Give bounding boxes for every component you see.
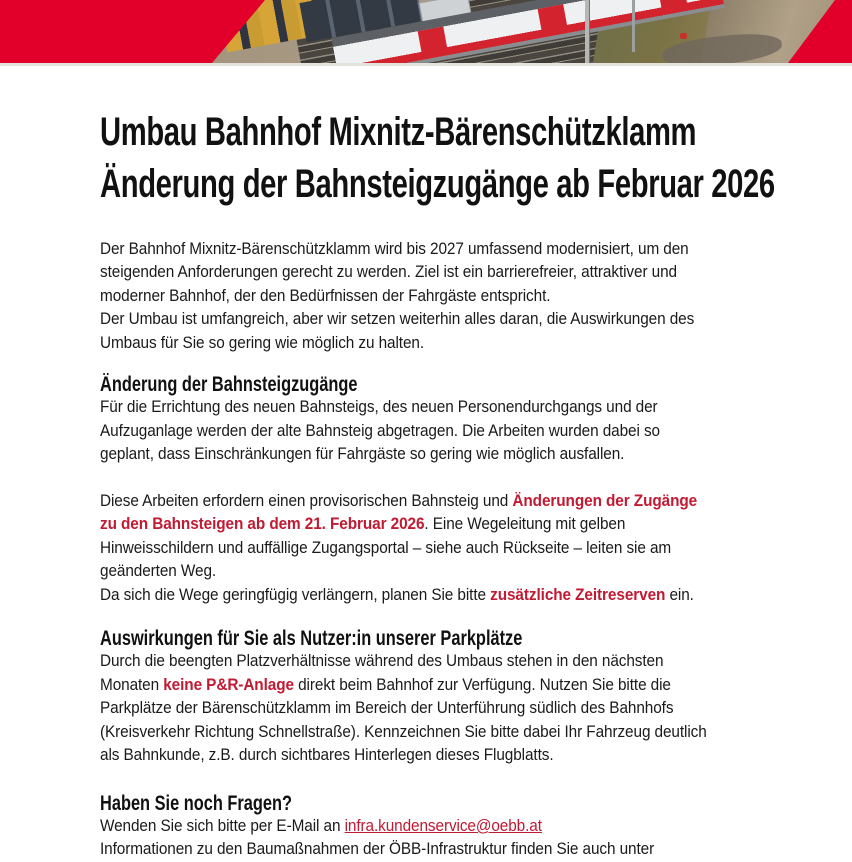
- text-segment: steigenden Anforderungen gerecht zu werden. Ziel ist ein barrierefreier, attraktiver und: [100, 263, 677, 282]
- text-segment: geänderten Weg.: [100, 562, 217, 581]
- text-segment: als Bahnkunde, z.B. durch sichtbares Hinterlegen dieses Flugblatts.: [100, 746, 554, 765]
- flyer-body: [0, 106, 852, 862]
- emphasis-text: zusätzliche Zeitreserven: [490, 585, 666, 604]
- text-line: [100, 420, 799, 443]
- text-segment: Diese Arbeiten erfordern einen provisorischen Bahnsteig und: [100, 492, 513, 511]
- text-segment: Für die Errichtung des neuen Bahnsteigs, des neuen Personendurchgangs und der: [100, 398, 658, 417]
- page-title-line2: Änderung der Bahnsteigzugänge ab Februar 2026: [100, 162, 775, 206]
- emphasis-text: zu den Bahnsteigen ab dem 21. Februar 2026: [100, 515, 425, 534]
- text-segment: geplant, dass Einschränkungen für Fahrgäste so gering wie möglich ausfallen.: [100, 445, 625, 464]
- text-line: [100, 285, 799, 308]
- text-segment: (Kreisverkehr Richtung Schnellstraße). Kennzeichnen Sie bitte dabei Ihr Fahrzeug deutlich: [100, 722, 707, 741]
- text-line: [100, 650, 799, 673]
- text-line: [100, 815, 799, 838]
- text-segment: Parkplätze der Bärenschützklamm im Bereich der Unterführung südlich des Bahnhofs: [100, 699, 674, 718]
- text-line: [100, 396, 799, 419]
- text-line: [100, 744, 799, 767]
- section-questions: [100, 792, 852, 862]
- train-door-graphic: [658, 0, 688, 8]
- section-intro: [100, 238, 852, 355]
- text-segment: Informationen zu den Baumaßnahmen der ÖBB-Infrastruktur finden Sie auch unter: [100, 840, 655, 859]
- section-heading-platform-access: Änderung der Bahnsteigzugänge: [100, 373, 358, 397]
- section-text-questions: [100, 815, 852, 862]
- text-line: [100, 332, 799, 355]
- email-link[interactable]: infra.kundenservice@oebb.at: [344, 816, 542, 835]
- section-heading-parking: Auswirkungen für Sie als Nutzer:in unserer Parkplätze: [100, 627, 523, 651]
- section-text-parking: [100, 650, 852, 767]
- worker-red-dot-graphic: [680, 33, 687, 39]
- catenary-mast-graphic: [585, 0, 589, 63]
- text-line: [100, 261, 799, 284]
- text-segment: direkt beim Bahnhof zur Verfügung. Nutzen Sie bitte die: [293, 675, 671, 694]
- text-line: [100, 238, 799, 261]
- page-title: [100, 106, 852, 210]
- text-line: [100, 584, 799, 607]
- train-door-graphic: [418, 27, 448, 53]
- text-segment: Durch die beengten Platzverhältnisse während des Umbaus stehen in den nächsten: [100, 652, 664, 671]
- page-title-line1: Umbau Bahnhof Mixnitz-Bärenschützklamm: [100, 110, 697, 154]
- section-text-platform-access: [100, 396, 852, 607]
- text-line: [100, 838, 799, 861]
- section-platform-access: [100, 373, 852, 607]
- text-line: [100, 490, 799, 513]
- text-segment: ein.: [665, 585, 694, 604]
- text-line: [100, 560, 799, 583]
- text-line: [100, 721, 799, 744]
- text-segment: Hinweisschildern und auffällige Zugangsportal – siehe auch Rückseite – leiten sie am: [100, 538, 672, 557]
- text-segment: Der Umbau ist umfangreich, aber wir setzen weiterhin alles daran, die Auswirkungen des: [100, 310, 695, 329]
- header-photo-banner: [0, 0, 852, 66]
- train-door-graphic: [538, 4, 568, 30]
- text-segment: Da sich die Wege geringfügig verlängern, planen Sie bitte: [100, 585, 491, 604]
- text-segment: Wenden Sie sich bitte per E-Mail an: [100, 816, 345, 835]
- emphasis-text: keine P&R-Anlage: [163, 675, 294, 694]
- section-parking: [100, 627, 852, 767]
- text-line: [100, 308, 799, 331]
- text-line: [100, 443, 799, 466]
- emphasis-text: Änderungen der Zugänge: [512, 492, 698, 511]
- text-segment: Aufzuganlage werden der alte Bahnsteig abgetragen. Die Arbeiten wurden dabei so: [100, 421, 660, 440]
- section-heading-questions: Haben Sie noch Fragen?: [100, 791, 293, 815]
- text-line: [100, 537, 799, 560]
- text-segment: Umbaus für Sie so gering wie möglich zu halten.: [100, 333, 425, 352]
- text-segment: . Eine Wegeleitung mit gelben: [424, 515, 626, 534]
- text-segment: Der Bahnhof Mixnitz-Bärenschützklamm wird bis 2027 umfassend modernisiert, um den: [100, 240, 689, 258]
- text-segment: Monaten: [100, 675, 164, 694]
- text-line: [100, 674, 799, 697]
- catenary-mast-graphic: [632, 0, 635, 52]
- text-segment: moderner Bahnhof, der den Bedürfnissen der Fahrgäste entspricht.: [100, 286, 551, 305]
- text-line: [100, 513, 799, 536]
- paragraph-gap: [100, 467, 852, 490]
- text-line: [100, 697, 799, 720]
